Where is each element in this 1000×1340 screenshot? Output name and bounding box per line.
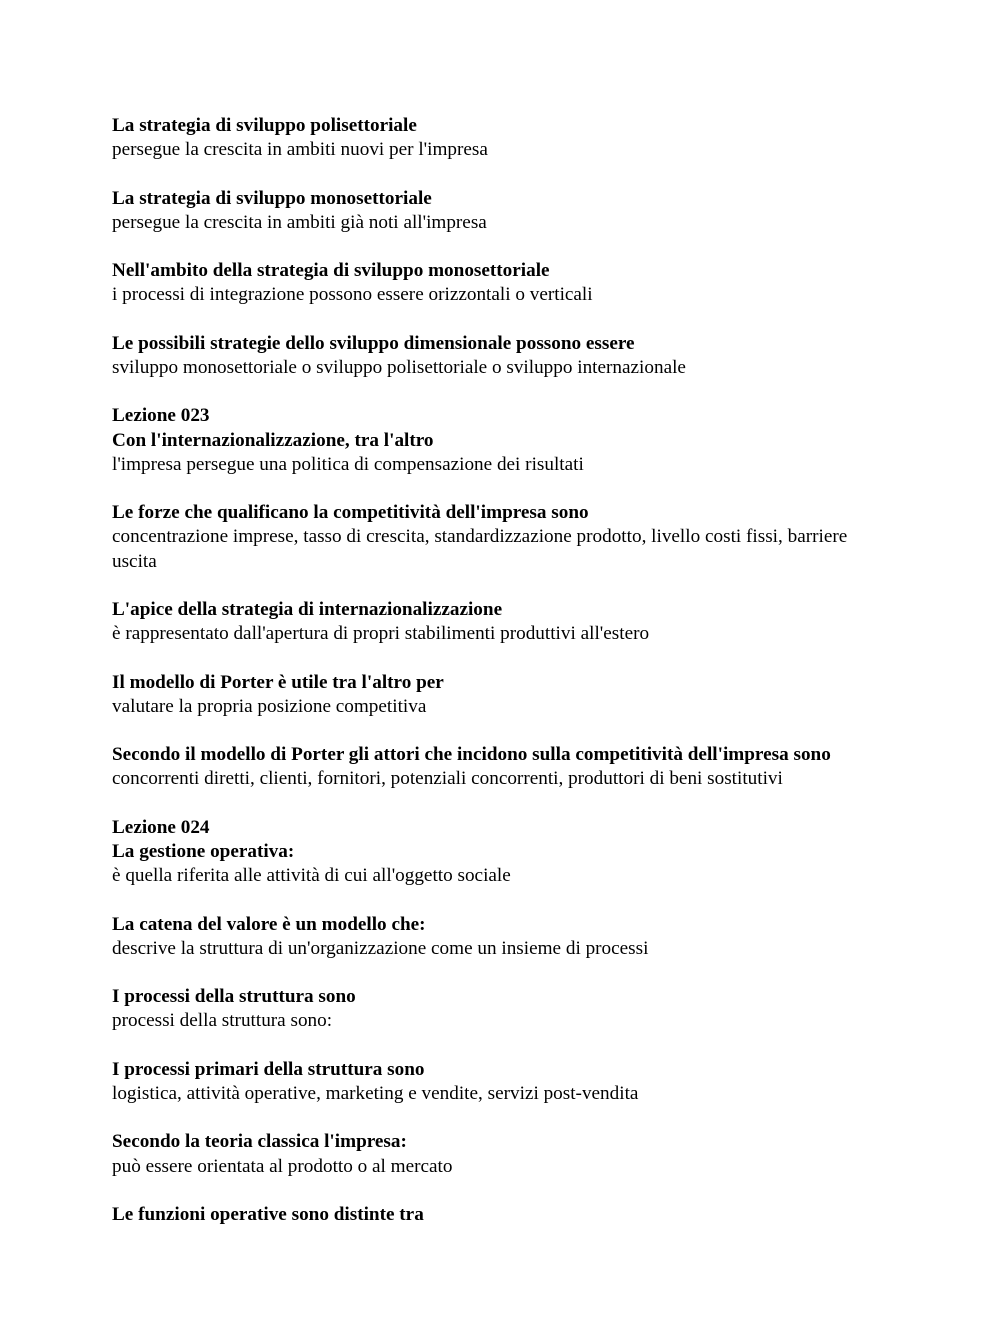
qa-entry xyxy=(112,1058,872,1106)
document-page xyxy=(112,114,872,1251)
question-text: Secondo la teoria classica l'impresa: xyxy=(112,1131,407,1153)
answer-text: persegue la crescita in ambiti nuovi per l'impresa xyxy=(112,139,488,161)
question-text: L'apice della strategia di internazionalizzazione xyxy=(112,598,503,620)
answer-text: valutare la propria posizione competitiva xyxy=(112,695,427,717)
answer-text: i processi di integrazione possono essere orizzontali o verticali xyxy=(112,284,593,306)
question-text: Le forze che qualificano la competitività dell'impresa sono xyxy=(112,502,589,524)
lesson-heading: Lezione 024 xyxy=(112,816,210,838)
answer-text: logistica, attività operative, marketing e vendite, servizi post-vendita xyxy=(112,1082,639,1104)
answer-text: descrive la struttura di un'organizzazione come un insieme di processi xyxy=(112,937,649,959)
qa-entry xyxy=(112,332,872,380)
answer-text: concorrenti diretti, clienti, fornitori, potenziali concorrenti, produttori di beni sostitutivi xyxy=(112,768,783,790)
question-text: Le funzioni operative sono distinte tra xyxy=(112,1203,424,1225)
question-text: I processi primari della struttura sono xyxy=(112,1058,425,1080)
qa-entry xyxy=(112,187,872,235)
question-text: La strategia di sviluppo monosettoriale xyxy=(112,187,432,209)
question-text: I processi della struttura sono xyxy=(112,986,356,1008)
question-text: Secondo il modello di Porter gli attori che incidono sulla competitività dell'impresa sono xyxy=(112,744,831,766)
qa-entry xyxy=(112,1203,872,1227)
answer-text: concentrazione imprese, tasso di crescita, standardizzazione prodotto, livello costi fissi, barriere uscita xyxy=(112,526,848,572)
question-text: Le possibili strategie dello sviluppo dimensionale possono essere xyxy=(112,332,635,354)
question-text: La strategia di sviluppo polisettoriale xyxy=(112,115,417,136)
qa-entry xyxy=(112,671,872,719)
answer-text: processi della struttura sono: xyxy=(112,1010,333,1032)
qa-entry xyxy=(112,501,872,574)
answer-text: è rappresentato dall'apertura di propri stabilimenti produttivi all'estero xyxy=(112,623,650,645)
question-text: Il modello di Porter è utile tra l'altro per xyxy=(112,671,444,693)
answer-text: sviluppo monosettoriale o sviluppo polisettoriale o sviluppo internazionale xyxy=(112,356,686,378)
qa-entry xyxy=(112,743,872,791)
answer-text: può essere orientata al prodotto o al mercato xyxy=(112,1155,453,1177)
question-text: La gestione operativa: xyxy=(112,840,295,862)
answer-text: è quella riferita alle attività di cui all'oggetto sociale xyxy=(112,865,511,887)
qa-entry xyxy=(112,259,872,307)
qa-entry xyxy=(112,114,872,162)
qa-entry xyxy=(112,913,872,961)
qa-entry xyxy=(112,985,872,1033)
qa-entry xyxy=(112,816,872,889)
lesson-heading: Lezione 023 xyxy=(112,405,210,427)
qa-entry xyxy=(112,1130,872,1178)
question-text: Con l'internazionalizzazione, tra l'altro xyxy=(112,429,434,451)
answer-text: persegue la crescita in ambiti già noti all'impresa xyxy=(112,211,487,233)
qa-entry xyxy=(112,598,872,646)
question-text: Nell'ambito della strategia di sviluppo monosettoriale xyxy=(112,260,550,282)
answer-text: l'impresa persegue una politica di compensazione dei risultati xyxy=(112,453,584,475)
question-text: La catena del valore è un modello che: xyxy=(112,913,426,935)
qa-entry xyxy=(112,404,872,477)
